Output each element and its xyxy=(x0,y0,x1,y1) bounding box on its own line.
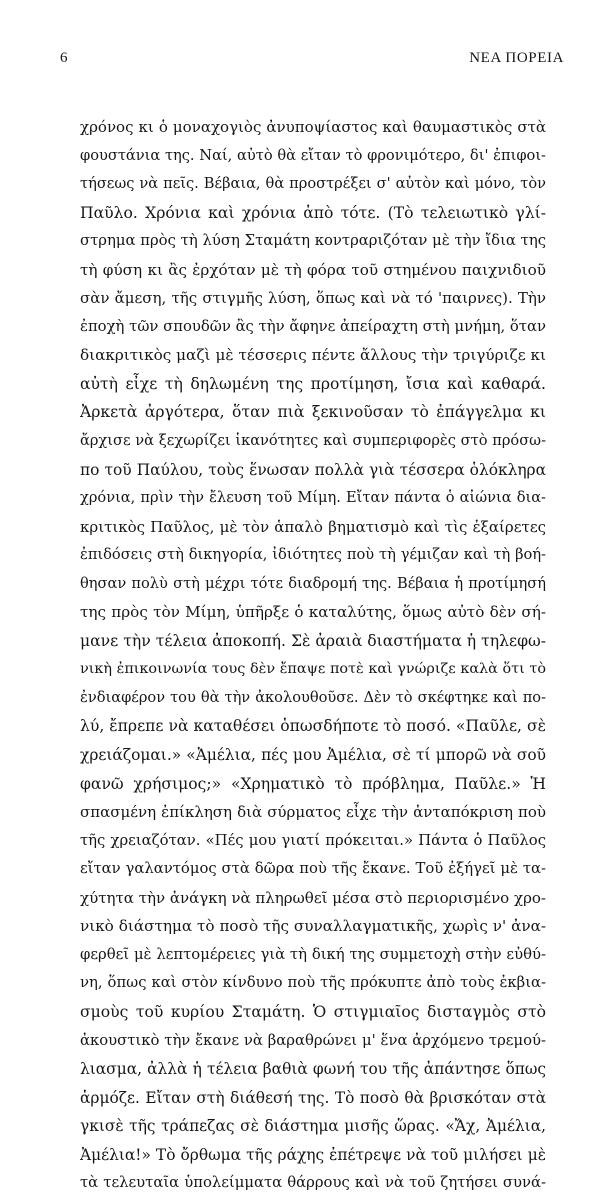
text-line: μανε τὴν τέλεια ἀποκοπή. Σὲ ἀραιὰ διαστήματα ἡ τηλεφω- xyxy=(80,631,546,650)
text-line: φανῶ χρήσιμος;» «Χρηματικὸ τὸ πρόβλημα, Παῦλε.» Ἡ xyxy=(80,774,546,793)
text-line: Ἀμέλια!» Τὸ ὄρθωμα τῆς ράχης ἐπέτρεψε νὰ τοῦ μιλήσει μὲ xyxy=(80,1145,546,1164)
text-line: πο τοῦ Παύλου, τοὺς ἕνωσαν πολλὰ γιὰ τέσσερα ὁλόκληρα xyxy=(80,460,546,479)
text-line: χρόνια, πρὶν τὴν ἔλευση τοῦ Μίμη. Εἴταν πάντα ὁ αἰώνια δια- xyxy=(80,489,546,507)
text-line: τήσεως νὰ πεῖς. Βέβαια, θὰ προστρέξει σ' αὐτὸν καὶ μόνο, τὸν xyxy=(80,175,546,193)
text-line: σὰν ἄμεση, τῆς στιγμῆς λύση, ὅπως καὶ νὰ τό 'παιρνες). Τὴν xyxy=(80,289,546,308)
text-line: χύτητα τὴν ἀνάγκη νὰ πληρωθεῖ μέσα στὸ περιορισμένο χρο- xyxy=(80,888,546,907)
text-line: λιασμα, ἀλλὰ ἡ τέλεια βαθιὰ φωνή του τῆς ἀπάντησε ὅπως xyxy=(80,1060,546,1079)
text-line: ἄρχισε νὰ ξεχωρίζει ἱκανότητες καὶ συμπεριφορὲς στὸ πρόσω- xyxy=(80,432,546,450)
text-line: Παῦλο. Χρόνια καὶ χρόνια ἀπὸ τότε. (Τὸ τελειωτικὸ γλί- xyxy=(80,203,546,222)
text-line: χρειάζομαι.» «Ἀμέλια, πές μου Ἀμέλια, σὲ τί μπορῶ νὰ σοῦ xyxy=(80,746,546,765)
body-text xyxy=(80,113,546,1198)
text-line: νη, ὅπως καὶ στὸν κίνδυνο ποὺ τῆς πρόκυπτε ἀπὸ τοὺς ἐκβια- xyxy=(80,974,546,992)
text-line: τῆς χρειαζόταν. «Πές μου γιατί πρόκειται.» Πάντα ὁ Παῦλος xyxy=(80,831,546,849)
text-line: διακριτικὸς μαζὶ μὲ τέσσερις πέντε ἄλλους τὴν τριγύριζε κι xyxy=(80,346,546,365)
text-line: χρόνος κι ὁ μοναχογιὸς ἀνυποψίαστος καὶ θαυμαστικὸς στὰ xyxy=(80,118,546,136)
text-line: ἐπιδόσεις στὴ δικηγορία, ἰδιότητες ποὺ τὴ γέμιζαν καὶ τὴ βοή- xyxy=(80,546,546,564)
running-title: ΝΕΑ ΠΟΡΕΙΑ xyxy=(469,50,564,66)
text-line: τὴ φύση κι ἂς ἐρχόταν μὲ τὴ φόρα τοῦ στημένου παιχνιδιοῦ xyxy=(80,260,546,279)
text-line: σμοὺς τοῦ κυρίου Σταμάτη. Ὁ στιγμιαῖος δισταγμὸς στὸ xyxy=(80,1002,546,1021)
text-line: αὐτὴ εἶχε τὴ δηλωμένη της προτίμηση, ἴσια καὶ καθαρά. xyxy=(80,374,546,393)
text-line: στρημα πρὸς τὴ λύση Σταμάτη κοντραριζόταν μὲ τὴν ἴδια της xyxy=(80,232,546,250)
text-line: της πρὸς τὸν Μίμη, ὑπῆρξε ὁ καταλύτης, ὅμως αὐτὸ δὲν σή- xyxy=(80,603,546,622)
text-line: Ἀρκετὰ ἀργότερα, ὅταν πιὰ ξεκινοῦσαν τὸ ἐπάγγελμα κι xyxy=(80,403,546,422)
text-line: κριτικὸς Παῦλος, μὲ τὸν ἁπαλὸ βηματισμὸ καὶ τὶς ἐξαίρετες xyxy=(80,517,546,536)
text-line: σπασμένη ἐπίκληση διὰ σύρματος εἶχε τὴν ἀνταπόκριση ποὺ xyxy=(80,803,546,822)
text-line: ἀκουστικὸ τὴν ἔκανε νὰ βαραθρώνει μ' ἕνα ἀρχόμενο τρεμού- xyxy=(80,1031,546,1049)
text-line: νικὴ ἐπικοινωνία τους δὲν ἔπαψε ποτὲ καὶ γνώριζε καλὰ ὅτι τὸ xyxy=(80,661,546,678)
text-line: φερθεῖ μὲ λεπτομέρειες γιὰ τὴ δική της συμμετοχὴ στὴν εὐθύ- xyxy=(80,945,546,963)
text-line: ἐποχὴ τῶν σπουδῶν ἂς τὴν ἄφηνε ἀπείραχτη στὴ μνήμη, ὅταν xyxy=(80,317,546,335)
text-line: θησαν πολὺ στὴ μέχρι τότε διαδρομή της. Βέβαια ἡ προτίμησή xyxy=(80,574,546,592)
page-number: 6 xyxy=(60,50,68,66)
text-line: τὰ τελευταῖα ὑπολείμματα θάρρους καὶ νὰ τοῦ ζητήσει συνά- xyxy=(80,1174,546,1192)
text-line: νικὸ διάστημα τὸ ποσὸ τῆς συναλλαγματικῆς, χωρὶς ν' ἀνα- xyxy=(80,917,546,936)
text-line: εἴταν γαλαντόμος στὰ δῶρα ποὺ τῆς ἔκανε. Τοῦ ἐξήγεῖ μὲ τα- xyxy=(80,860,546,878)
text-line: λύ, ἔπρεπε νὰ καταθέσει ὁπωσδήποτε τὸ ποσό. «Παῦλε, σὲ xyxy=(80,717,546,736)
text-line: φουστάνια της. Ναί, αὐτὸ θὰ εἴταν τὸ φρονιμότερο, δι' ἐπιφοι- xyxy=(80,146,546,164)
text-line: ἁρμόζε. Εἴταν στὴ διάθεσή της. Τὸ ποσὸ θὰ βρισκόταν στὰ xyxy=(80,1088,546,1107)
text-line: γκισὲ τῆς τράπεζας σὲ διάστημα μισῆς ὥρας. «Ἄχ, Ἀμέλια, xyxy=(80,1117,546,1136)
text-line: ἐνδιαφέρον του θὰ τὴν ἀκολουθοῦσε. Δὲν τὸ σκέφτηκε καὶ πο- xyxy=(80,688,546,706)
